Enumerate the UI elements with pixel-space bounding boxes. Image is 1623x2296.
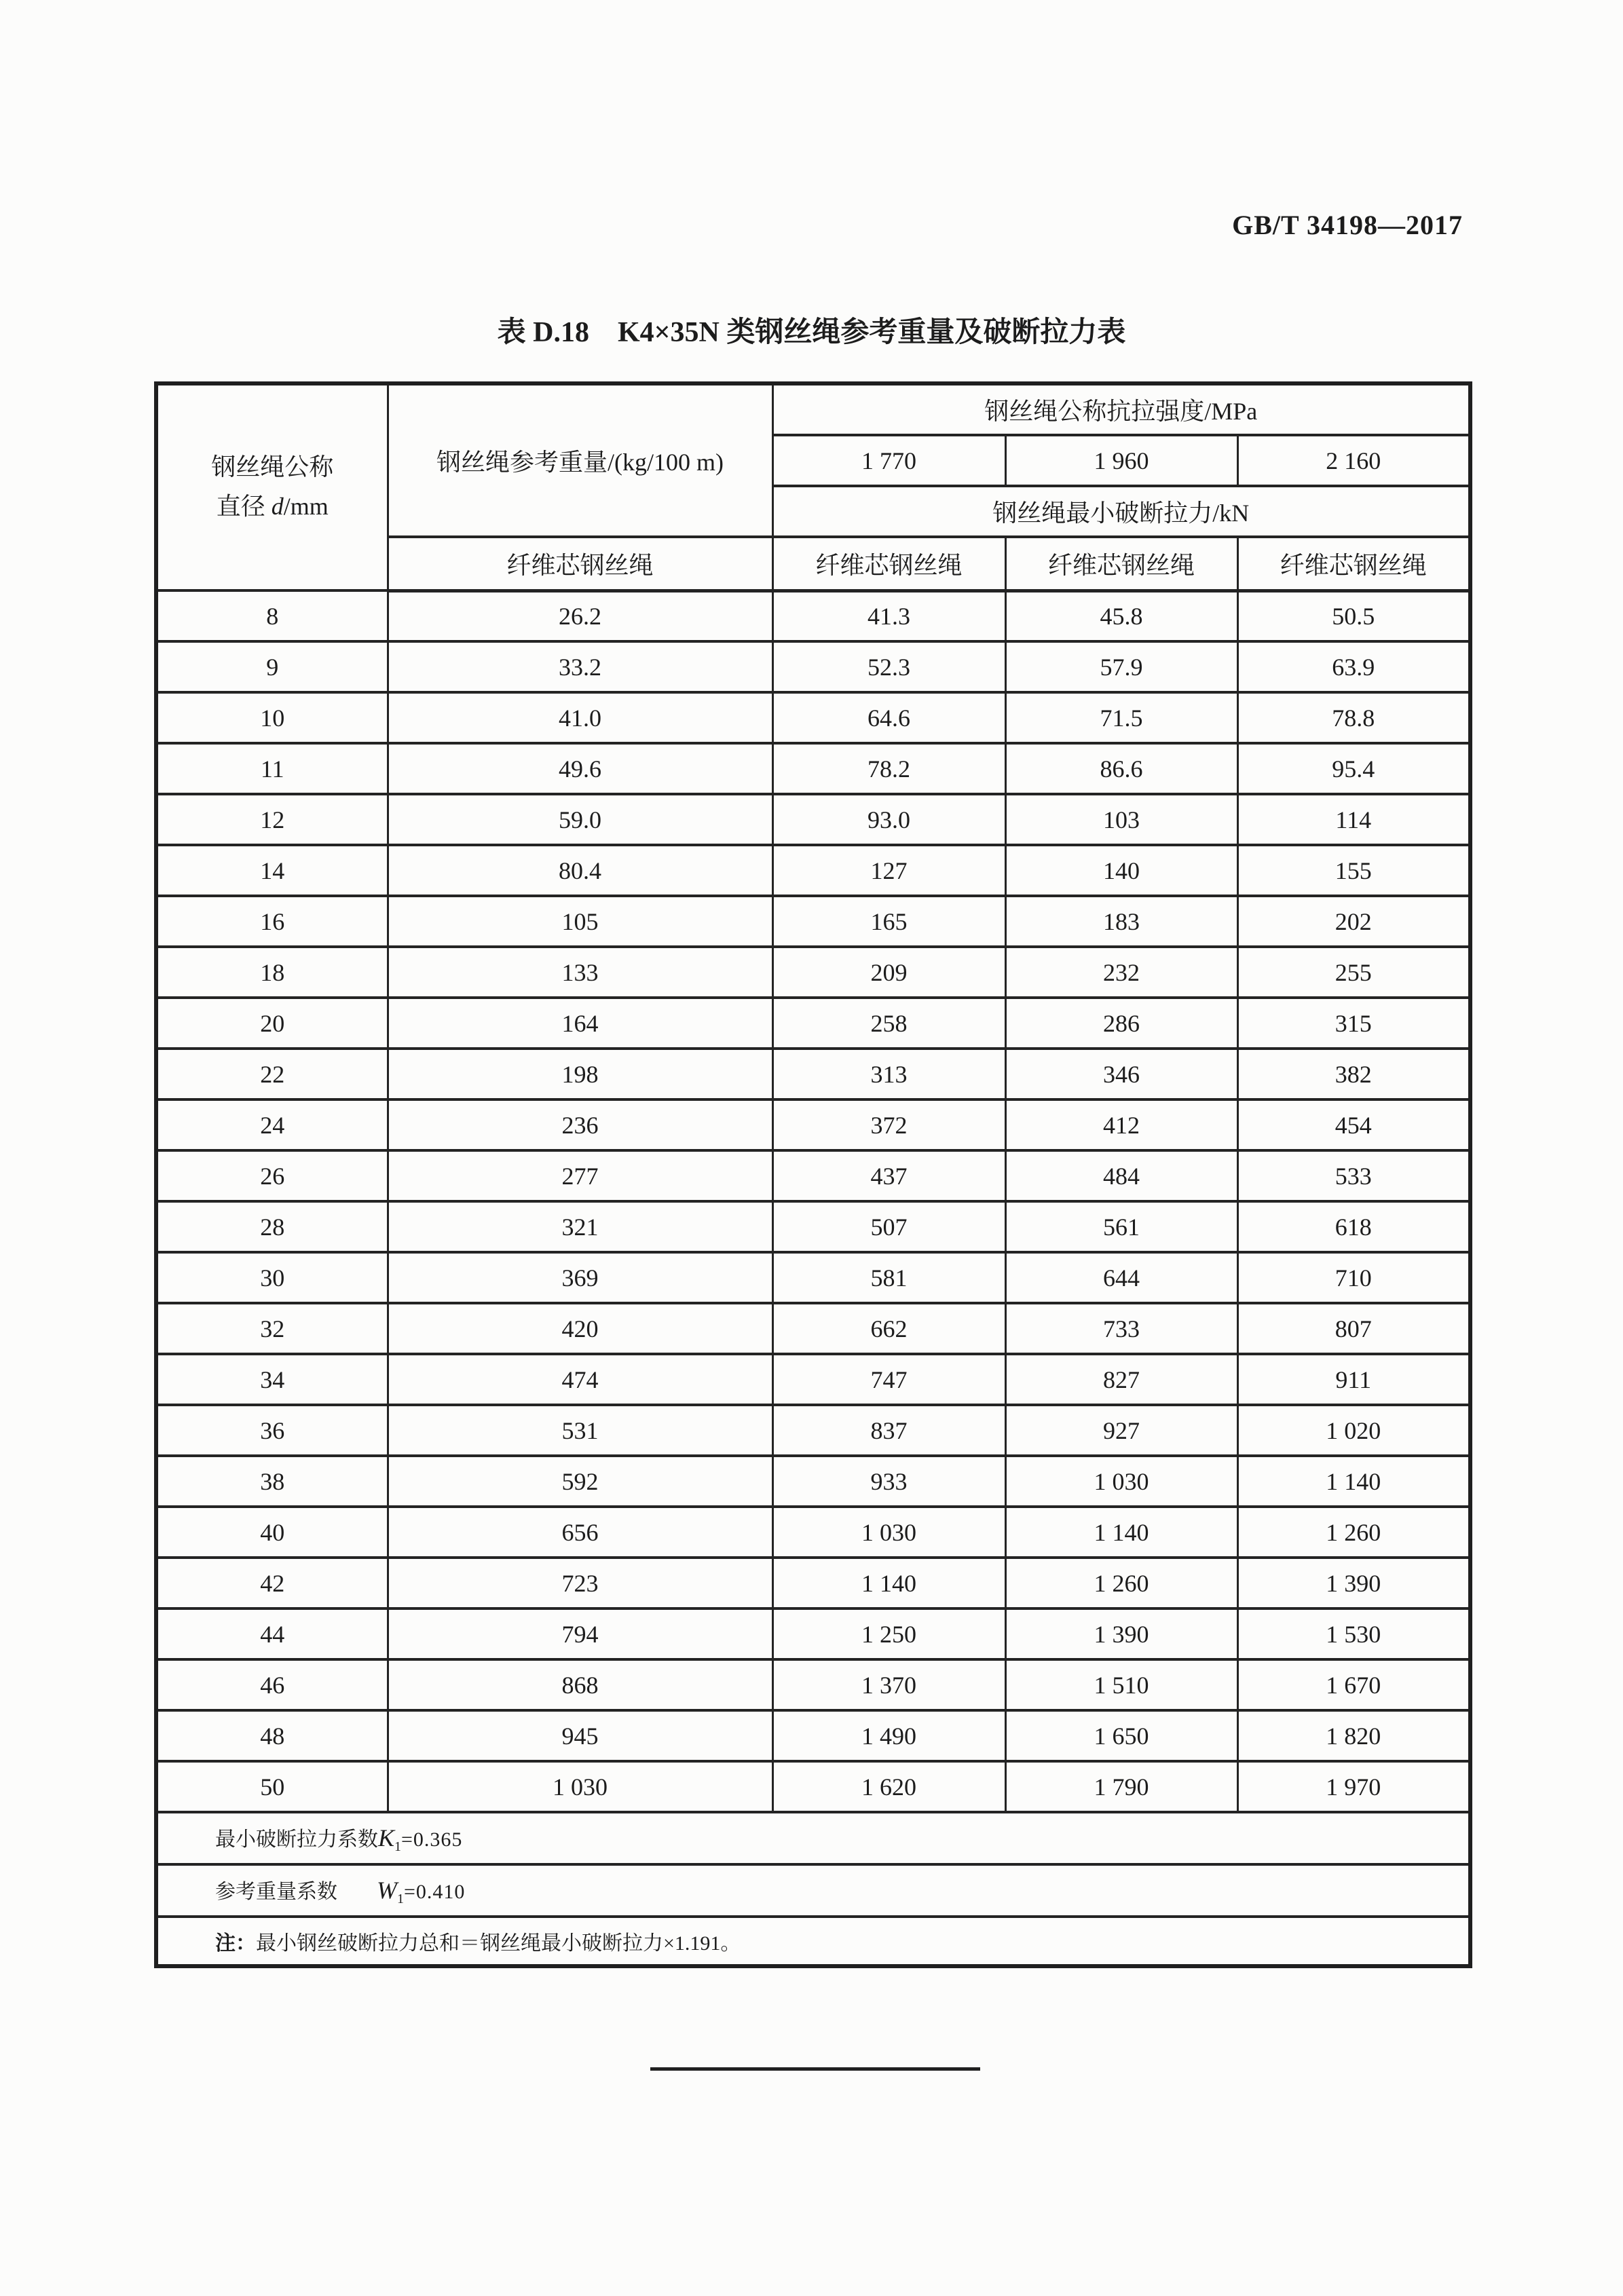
value-cell: 1 390 <box>1005 1608 1237 1659</box>
value-cell: 1 140 <box>1237 1456 1470 1507</box>
coefficient-row-k <box>156 1812 1470 1864</box>
wire-rope-table <box>154 381 1472 1968</box>
table-row <box>156 998 1470 1049</box>
value-cell: 561 <box>1005 1201 1237 1252</box>
value-cell: 437 <box>772 1150 1005 1201</box>
diameter-cell: 48 <box>156 1710 388 1761</box>
value-cell: 202 <box>1237 896 1470 947</box>
value-cell: 286 <box>1005 998 1237 1049</box>
value-cell: 733 <box>1005 1303 1237 1354</box>
value-cell: 164 <box>388 998 772 1049</box>
value-cell: 372 <box>772 1099 1005 1150</box>
table-row <box>156 1558 1470 1608</box>
table-row <box>156 1405 1470 1456</box>
coefficient-row-w <box>156 1864 1470 1917</box>
diameter-cell: 28 <box>156 1201 388 1252</box>
value-cell: 1 820 <box>1237 1710 1470 1761</box>
table-row <box>156 1456 1470 1507</box>
diameter-cell: 34 <box>156 1354 388 1405</box>
table-note <box>156 1917 1470 1966</box>
value-cell: 618 <box>1237 1201 1470 1252</box>
diameter-cell: 50 <box>156 1761 388 1812</box>
table-row <box>156 1761 1470 1812</box>
core-type-label: 纤维芯钢丝绳 <box>1005 537 1237 590</box>
value-cell: 747 <box>772 1354 1005 1405</box>
value-cell: 236 <box>388 1099 772 1150</box>
value-cell: 41.3 <box>772 590 1005 641</box>
min-breaking-force-coefficient <box>156 1812 1470 1864</box>
value-cell: 581 <box>772 1252 1005 1303</box>
diameter-cell: 20 <box>156 998 388 1049</box>
diameter-cell: 12 <box>156 794 388 845</box>
value-cell: 644 <box>1005 1252 1237 1303</box>
header-diameter-line2: 直径 d/mm <box>216 493 329 520</box>
value-cell: 277 <box>388 1150 772 1201</box>
value-cell: 95.4 <box>1237 743 1470 794</box>
value-cell: 140 <box>1005 845 1237 896</box>
table-row <box>156 743 1470 794</box>
table-row <box>156 1049 1470 1099</box>
value-cell: 533 <box>1237 1150 1470 1201</box>
value-cell: 837 <box>772 1405 1005 1456</box>
value-cell: 382 <box>1237 1049 1470 1099</box>
table-row <box>156 1303 1470 1354</box>
value-cell: 1 030 <box>772 1507 1005 1558</box>
value-cell: 454 <box>1237 1099 1470 1150</box>
footer-rule <box>650 2067 980 2071</box>
header-row-strength-title <box>156 383 1470 435</box>
header-diameter-cell <box>156 383 388 590</box>
value-cell: 807 <box>1237 1303 1470 1354</box>
table-row <box>156 641 1470 692</box>
table-footer <box>156 1812 1470 1966</box>
value-cell: 63.9 <box>1237 641 1470 692</box>
value-cell: 1 250 <box>772 1608 1005 1659</box>
diameter-cell: 36 <box>156 1405 388 1456</box>
strength-value-1960: 1 960 <box>1005 435 1237 486</box>
value-cell: 198 <box>388 1049 772 1099</box>
value-cell: 474 <box>388 1354 772 1405</box>
value-cell: 656 <box>388 1507 772 1558</box>
value-cell: 1 620 <box>772 1761 1005 1812</box>
value-cell: 258 <box>772 998 1005 1049</box>
diameter-cell: 18 <box>156 947 388 998</box>
header-diameter-line1: 钢丝绳公称 <box>211 453 334 481</box>
value-cell: 592 <box>388 1456 772 1507</box>
diameter-cell: 11 <box>156 743 388 794</box>
value-cell: 710 <box>1237 1252 1470 1303</box>
value-cell: 1 790 <box>1005 1761 1237 1812</box>
diameter-cell: 14 <box>156 845 388 896</box>
header-breaking-title: 钢丝绳最小破断拉力/kN <box>772 486 1470 537</box>
standard-number: GB/T 34198—2017 <box>1232 210 1463 240</box>
value-cell: 1 020 <box>1237 1405 1470 1456</box>
diameter-cell: 16 <box>156 896 388 947</box>
value-cell: 78.2 <box>772 743 1005 794</box>
diameter-cell: 44 <box>156 1608 388 1659</box>
reference-weight-coefficient <box>156 1864 1470 1917</box>
table-row <box>156 896 1470 947</box>
table-row <box>156 1201 1470 1252</box>
diameter-cell: 22 <box>156 1049 388 1099</box>
value-cell: 127 <box>772 845 1005 896</box>
value-cell: 868 <box>388 1659 772 1710</box>
value-cell: 1 970 <box>1237 1761 1470 1812</box>
value-cell: 80.4 <box>388 845 772 896</box>
note-prefix: 注： <box>215 1932 256 1955</box>
value-cell: 313 <box>772 1049 1005 1099</box>
header-weight-cell: 钢丝绳参考重量/(kg/100 m) <box>388 383 772 537</box>
coefficient-expression: $W_1=0.410$ <box>377 1876 466 1906</box>
diameter-cell: 26 <box>156 1150 388 1201</box>
table-body <box>156 590 1470 1812</box>
value-cell: 927 <box>1005 1405 1237 1456</box>
diameter-cell: 40 <box>156 1507 388 1558</box>
value-cell: 911 <box>1237 1354 1470 1405</box>
core-type-label: 纤维芯钢丝绳 <box>1237 537 1470 590</box>
diameter-cell: 30 <box>156 1252 388 1303</box>
diameter-cell: 24 <box>156 1099 388 1150</box>
value-cell: 103 <box>1005 794 1237 845</box>
value-cell: 531 <box>388 1405 772 1456</box>
value-cell: 321 <box>388 1201 772 1252</box>
table-row <box>156 845 1470 896</box>
value-cell: 1 030 <box>1005 1456 1237 1507</box>
table-row <box>156 1507 1470 1558</box>
note-row <box>156 1917 1470 1966</box>
value-cell: 41.0 <box>388 692 772 743</box>
value-cell: 662 <box>772 1303 1005 1354</box>
value-cell: 133 <box>388 947 772 998</box>
table-row <box>156 1608 1470 1659</box>
table-row <box>156 1252 1470 1303</box>
value-cell: 93.0 <box>772 794 1005 845</box>
value-cell: 1 530 <box>1237 1608 1470 1659</box>
value-cell: 1 510 <box>1005 1659 1237 1710</box>
coefficient-expression: $K_1=0.365$ <box>378 1824 463 1854</box>
diameter-symbol: d <box>271 493 284 520</box>
table-row <box>156 590 1470 641</box>
value-cell: 71.5 <box>1005 692 1237 743</box>
value-cell: 1 260 <box>1005 1558 1237 1608</box>
table-caption: 表 D.18 K4×35N 类钢丝绳参考重量及破断拉力表 <box>497 317 1126 348</box>
diameter-cell: 9 <box>156 641 388 692</box>
strength-value-1770: 1 770 <box>772 435 1005 486</box>
value-cell: 50.5 <box>1237 590 1470 641</box>
value-cell: 64.6 <box>772 692 1005 743</box>
diameter-cell: 10 <box>156 692 388 743</box>
value-cell: 1 390 <box>1237 1558 1470 1608</box>
value-cell: 1 260 <box>1237 1507 1470 1558</box>
diameter-cell: 32 <box>156 1303 388 1354</box>
value-cell: 1 370 <box>772 1659 1005 1710</box>
value-cell: 105 <box>388 896 772 947</box>
value-cell: 165 <box>772 896 1005 947</box>
value-cell: 1 670 <box>1237 1659 1470 1710</box>
value-cell: 255 <box>1237 947 1470 998</box>
value-cell: 1 140 <box>772 1558 1005 1608</box>
diameter-cell: 38 <box>156 1456 388 1507</box>
value-cell: 1 140 <box>1005 1507 1237 1558</box>
table-row <box>156 1150 1470 1201</box>
core-type-label: 纤维芯钢丝绳 <box>772 537 1005 590</box>
coefficient-label: 参考重量系数 <box>215 1880 337 1903</box>
diameter-cell: 46 <box>156 1659 388 1710</box>
value-cell: 346 <box>1005 1049 1237 1099</box>
value-cell: 827 <box>1005 1354 1237 1405</box>
header-strength-title: 钢丝绳公称抗拉强度/MPa <box>772 383 1470 435</box>
coefficient-label: 最小破断拉力系数 <box>215 1828 378 1851</box>
value-cell: 49.6 <box>388 743 772 794</box>
table-row <box>156 1710 1470 1761</box>
value-cell: 1 650 <box>1005 1710 1237 1761</box>
value-cell: 26.2 <box>388 590 772 641</box>
value-cell: 507 <box>772 1201 1005 1252</box>
core-type-label: 纤维芯钢丝绳 <box>388 537 772 590</box>
value-cell: 155 <box>1237 845 1470 896</box>
table-row <box>156 947 1470 998</box>
value-cell: 933 <box>772 1456 1005 1507</box>
value-cell: 78.8 <box>1237 692 1470 743</box>
table-header <box>156 383 1470 590</box>
table-row <box>156 692 1470 743</box>
value-cell: 45.8 <box>1005 590 1237 641</box>
value-cell: 183 <box>1005 896 1237 947</box>
table-row <box>156 1099 1470 1150</box>
value-cell: 232 <box>1005 947 1237 998</box>
value-cell: 1 030 <box>388 1761 772 1812</box>
value-cell: 59.0 <box>388 794 772 845</box>
value-cell: 369 <box>388 1252 772 1303</box>
diameter-cell: 42 <box>156 1558 388 1608</box>
value-cell: 57.9 <box>1005 641 1237 692</box>
value-cell: 412 <box>1005 1099 1237 1150</box>
value-cell: 86.6 <box>1005 743 1237 794</box>
value-cell: 794 <box>388 1608 772 1659</box>
value-cell: 315 <box>1237 998 1470 1049</box>
value-cell: 209 <box>772 947 1005 998</box>
table-row <box>156 1354 1470 1405</box>
diameter-cell: 8 <box>156 590 388 641</box>
value-cell: 33.2 <box>388 641 772 692</box>
strength-value-2160: 2 160 <box>1237 435 1470 486</box>
table-row <box>156 1659 1470 1710</box>
value-cell: 945 <box>388 1710 772 1761</box>
value-cell: 52.3 <box>772 641 1005 692</box>
value-cell: 723 <box>388 1558 772 1608</box>
value-cell: 484 <box>1005 1150 1237 1201</box>
table-row <box>156 794 1470 845</box>
value-cell: 114 <box>1237 794 1470 845</box>
value-cell: 1 490 <box>772 1710 1005 1761</box>
value-cell: 420 <box>388 1303 772 1354</box>
note-text: 最小钢丝破断拉力总和＝钢丝绳最小破断拉力×1.191。 <box>256 1932 741 1955</box>
